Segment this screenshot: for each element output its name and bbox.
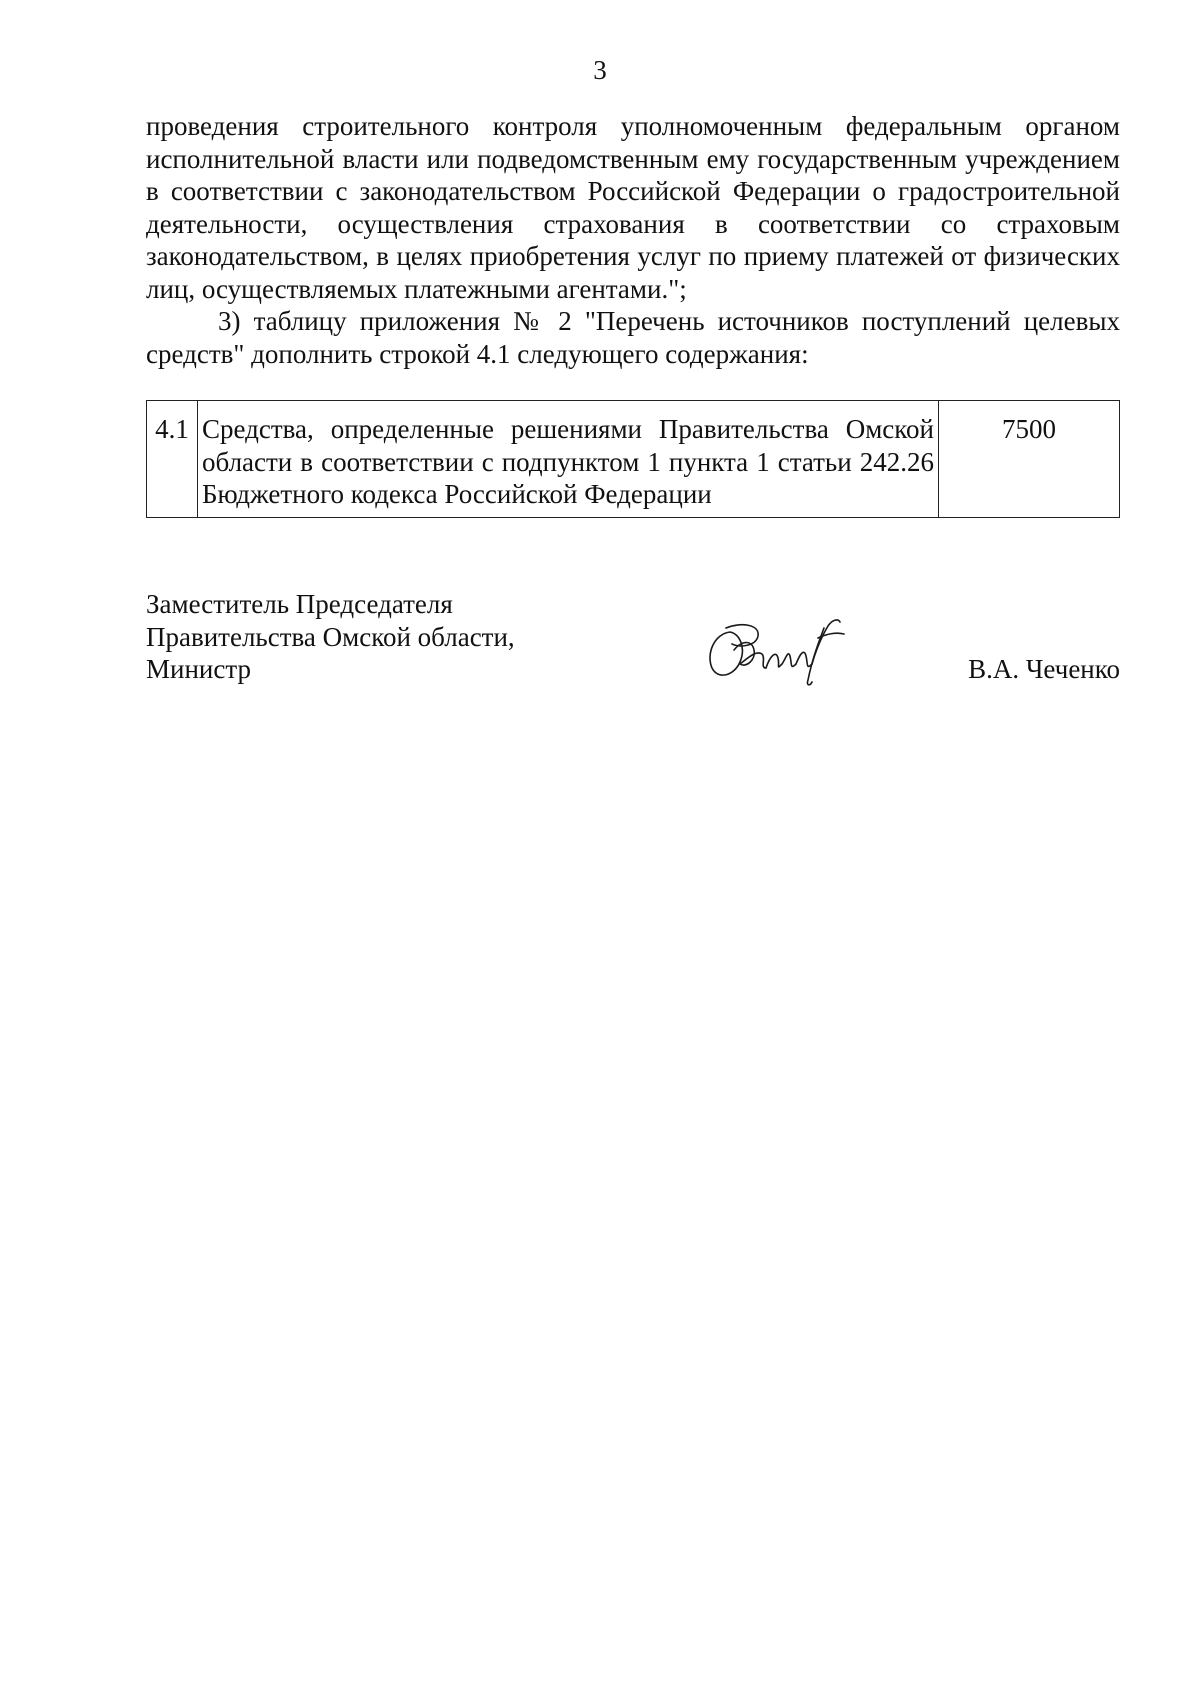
document-body [146, 110, 1120, 370]
position-line: Заместитель Председателя [146, 589, 453, 619]
position-line: Правительства Омской области, [146, 621, 515, 652]
signer-name: В.А. Чеченко [968, 654, 1120, 684]
signer-position [146, 588, 515, 686]
row-code-cell: 7500 [939, 401, 1120, 518]
paragraph-item-3: 3) таблицу приложения № 2 "Перечень источников поступлений целевых средств" дополнить строкой 4.1 следующего содержания: [146, 306, 1120, 369]
row-number-cell: 4.1 [147, 401, 198, 518]
page-number: 3 [593, 55, 607, 85]
row-description-cell: Средства, определенные решениями Правительства Омской области в соответствии с подпунктом 1 пункта 1 статьи 242.26 Бюджетного кодекса Российской Федерации [198, 401, 939, 518]
handwritten-signature-icon [700, 610, 850, 688]
table-row [147, 401, 1120, 518]
position-line: Министр [146, 654, 251, 684]
amendment-table [146, 400, 1120, 518]
paragraph-continuation: проведения строительного контроля уполномоченным федеральным органом исполнительной власти или подведомственным ему государственным учреждением в соответствии с законодательством Российской Федерации о градостроительной деятельности, осуществления страхования в соответствии со страховым законодательством, в целях приобретения услуг по приему платежей от физических лиц, осуществляемых платежными агентами."; [146, 111, 1120, 304]
